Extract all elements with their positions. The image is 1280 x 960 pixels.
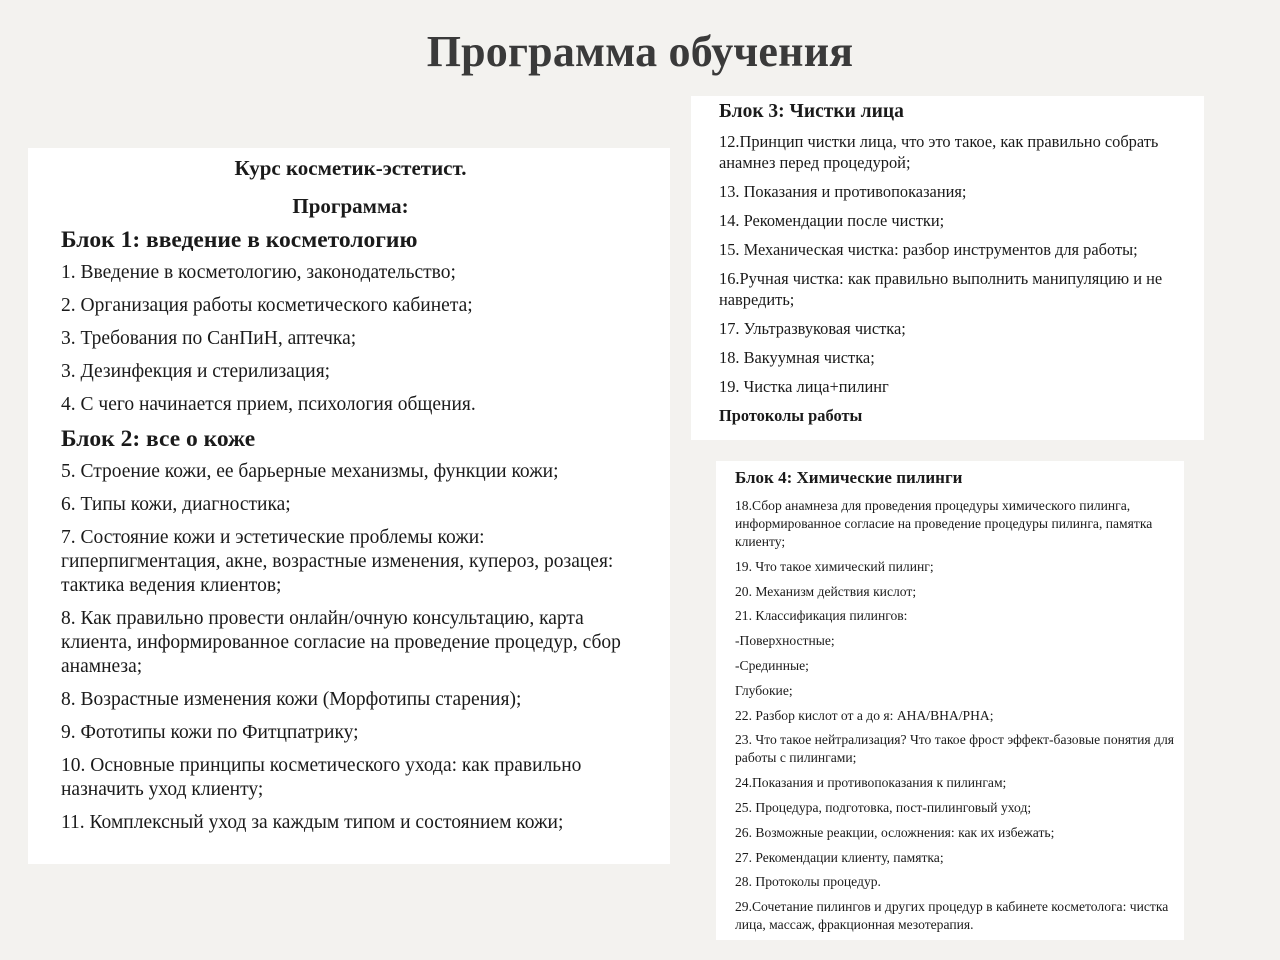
program-card-blocks-1-2	[28, 148, 670, 864]
block-4-item: 21. Классификация пилингов:	[735, 608, 908, 624]
block-1-item: 1. Введение в косметологию, законодательство;	[61, 262, 456, 283]
block-4-item: 18.Сбор анамнеза для проведения процедуры химического пилинга, информированное согласие на проведение процедуры пилинга, памятка клиенту;	[735, 498, 1153, 549]
block-1-heading: Блок 1: введение в косметологию	[61, 227, 418, 253]
block-4-item: -Срединные;	[735, 657, 809, 673]
block-3-item: 16.Ручная чистка: как правильно выполнить манипуляцию и не навредить;	[719, 269, 1163, 309]
block-1-item: 2. Организация работы косметического кабинета;	[61, 295, 473, 316]
block-3-item: 17. Ультразвуковая чистка;	[719, 319, 906, 338]
block-4-heading: Блок 4: Химические пилинги	[735, 468, 963, 487]
block-3-heading: Блок 3: Чистки лица	[719, 101, 904, 122]
block-4-item: Глубокие;	[735, 682, 793, 698]
block-2-item: 7. Состояние кожи и эстетические проблемы кожи: гиперпигментация, акне, возрастные изменения, купероз, розацея: тактика ведения клиентов;	[61, 527, 614, 596]
block-2-item: 11. Комплексный уход за каждым типом и состоянием кожи;	[61, 812, 564, 833]
block-2-item: 10. Основные принципы косметического ухода: как правильно назначить уход клиенту;	[61, 755, 582, 800]
page-title: Программа обучения	[426, 27, 854, 76]
block-4-item: 22. Разбор кислот от а до я: AHA/BHA/PHA;	[735, 707, 994, 723]
block-2-item: 6. Типы кожи, диагностика;	[61, 494, 291, 515]
block-1-item: 3. Требования по СанПиН, аптечка;	[61, 328, 357, 349]
block-1-item: 4. С чего начинается прием, психология общения.	[61, 394, 476, 415]
block-4-item: 26. Возможные реакции, осложнения: как их избежать;	[735, 824, 1055, 840]
block-4-item: -Поверхностные;	[735, 633, 835, 649]
block-4-item: 20. Механизм действия кислот;	[735, 583, 917, 599]
program-card-block-4	[716, 461, 1184, 940]
block-2-item: 9. Фототипы кожи по Фитцпатрику;	[61, 722, 359, 743]
block-4-item: 23. Что такое нейтрализация? Что такое фрост эффект-базовые понятия для работы с пилингами;	[735, 732, 1174, 766]
program-card-block-3	[691, 96, 1204, 440]
block-2-heading: Блок 2: все о коже	[61, 426, 256, 452]
program-title: Программа:	[292, 194, 409, 218]
block-4-item: 24.Показания и противопоказания к пилингам;	[735, 775, 1007, 791]
block-3-item: 12.Принцип чистки лица, что это такое, как правильно собрать анамнез перед процедурой;	[719, 132, 1159, 172]
block-2-item: 8. Как правильно провести онлайн/очную консультацию, карта клиента, информированное согласие на проведение процедур, сбор анамнеза;	[61, 608, 621, 677]
block-3-protocols: Протоколы работы	[719, 406, 863, 425]
block-3-item: 19. Чистка лица+пилинг	[719, 377, 889, 396]
course-title: Курс косметик-эстетист.	[234, 156, 467, 180]
block-1-item: 3. Дезинфекция и стерилизация;	[61, 361, 331, 382]
block-2-item: 8. Возрастные изменения кожи (Морфотипы старения);	[61, 689, 522, 710]
block-2-item: 5. Строение кожи, ее барьерные механизмы, функции кожи;	[61, 461, 559, 482]
block-4-item: 29.Сочетание пилингов и других процедур в кабинете косметолога: чистка лица, массаж, фракционная мезотерапия.	[735, 899, 1169, 933]
block-4-item: 19. Что такое химический пилинг;	[735, 558, 934, 574]
block-3-item: 14. Рекомендации после чистки;	[719, 211, 945, 230]
block-3-item: 18. Вакуумная чистка;	[719, 348, 875, 367]
block-4-item: 27. Рекомендации клиенту, памятка;	[735, 849, 944, 865]
block-3-item: 15. Механическая чистка: разбор инструментов для работы;	[719, 240, 1138, 259]
block-4-item: 28. Протоколы процедур.	[735, 874, 881, 890]
block-4-item: 25. Процедура, подготовка, пост-пилинговый уход;	[735, 799, 1032, 815]
block-3-item: 13. Показания и противопоказания;	[719, 182, 967, 201]
